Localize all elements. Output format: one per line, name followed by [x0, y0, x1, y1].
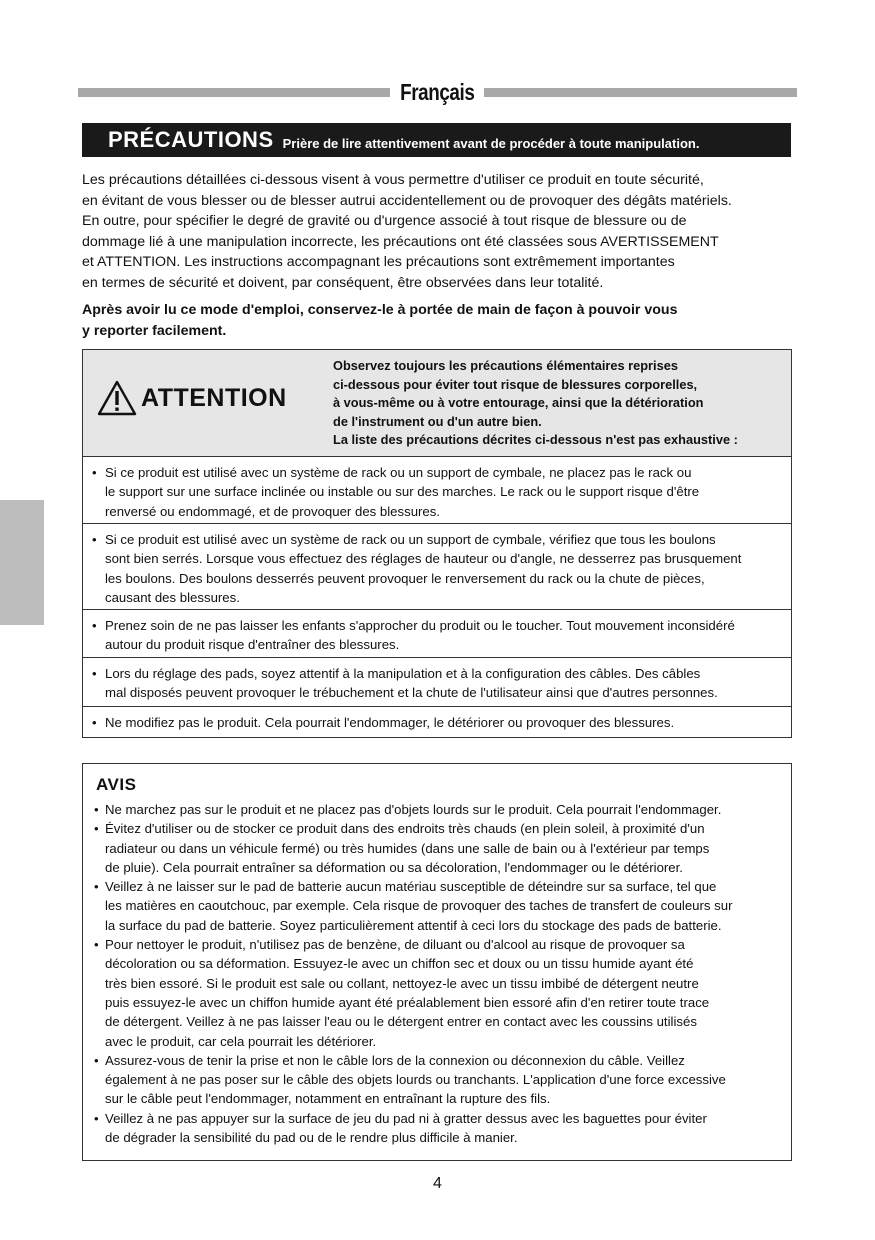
header-rule-right	[484, 88, 797, 97]
page-number: 4	[433, 1175, 442, 1192]
attention-item	[83, 457, 791, 524]
text-line: causant des blessures.	[105, 589, 240, 605]
attention-title-group	[97, 380, 287, 416]
bullet: •	[94, 802, 99, 817]
text-line: Évitez d'utiliser ou de stocker ce produit dans des endroits très chauds (en plein soleil, à proximité d'un	[105, 821, 705, 837]
text-line: Ne modifiez pas le produit. Cela pourrait l'endommager, le détériorer ou provoquer des blessures.	[105, 715, 675, 730]
intro-paragraph	[82, 170, 794, 293]
precautions-subtitle: Prière de lire attentivement avant de procéder à toute manipulation.	[282, 135, 700, 151]
attention-item	[83, 658, 791, 707]
text-line: et ATTENTION. Les instructions accompagnant les précautions sont extrêmement importantes	[82, 254, 675, 270]
text-line: de détergent. Veillez à ne pas laisser l'eau ou le détergent entrer en contact avec les coussins utilisés	[105, 1014, 697, 1030]
attention-item	[83, 610, 791, 658]
bullet: •	[92, 465, 97, 480]
text-line: en termes de sécurité et doivent, par conséquent, être observées dans leur totalité.	[82, 274, 604, 291]
avis-item	[96, 1109, 783, 1148]
text-line: ci-dessous pour éviter tout risque de blessures corporelles,	[333, 376, 698, 392]
text-line: Si ce produit est utilisé avec un système de rack ou un support de cymbale, ne placez pas le rack ou	[105, 465, 692, 480]
text-line: Après avoir lu ce mode d'emploi, conservez-le à portée de main de façon à pouvoir vous	[82, 302, 678, 318]
text-line: les boulons. Des boulons desserrés peuvent provoquer le renversement du rack ou la chute de pièces,	[105, 570, 705, 586]
text-line: puis essuyez-le avec un chiffon humide ayant été préalablement bien essoré afin d'en retirer toute trace	[105, 994, 710, 1010]
text-line: à vous-même ou à votre entourage, ainsi que la détérioration	[333, 395, 704, 410]
text-line: Observez toujours les précautions élémentaires reprises	[333, 358, 678, 373]
avis-item	[96, 1051, 783, 1109]
bullet: •	[94, 1110, 99, 1126]
attention-header	[83, 350, 791, 457]
text-line: Lors du réglage des pads, soyez attentif à la manipulation et à la configuration des câbles. Des câbles	[105, 666, 701, 681]
text-line: Veillez à ne laisser sur le pad de batterie aucun matériau susceptible de déteindre sur sa surface, tel que	[105, 879, 717, 895]
text-line: sont bien serrés. Lorsque vous effectuez des réglages de hauteur ou d'angle, ne desserrez pas brusquement	[105, 551, 742, 567]
text-line: Assurez-vous de tenir la prise et non le câble lors de la connexion ou déconnexion du câble. Veillez	[105, 1052, 685, 1068]
language-header	[78, 78, 797, 106]
avis-box	[82, 763, 792, 1161]
attention-intro	[333, 357, 789, 450]
text-line: Prenez soin de ne pas laisser les enfants s'approcher du produit ou le toucher. Tout mouvement inconsidéré	[105, 618, 735, 633]
text-line: les matières en caoutchouc, par exemple. Cela risque de provoquer des taches de transfert de couleurs sur	[105, 898, 733, 914]
attention-box	[82, 349, 792, 738]
bullet: •	[92, 715, 97, 730]
precautions-banner	[82, 123, 791, 157]
bullet: •	[92, 618, 97, 633]
bullet: •	[94, 879, 99, 895]
text-line: décoloration ou sa déformation. Essuyez-le avec un chiffon sec et doux ou un tissu humide ayant été	[105, 956, 694, 972]
warning-triangle-icon	[97, 380, 137, 416]
text-line: renversé ou endommagé, et de provoquer des blessures.	[105, 503, 441, 519]
text-line: Les précautions détaillées ci-dessous visent à vous permettre d'utiliser ce produit en toute sécurité,	[82, 172, 704, 188]
bullet: •	[94, 937, 99, 953]
text-line: Ne marchez pas sur le produit et ne placez pas d'objets lourds sur le produit. Cela pourrait l'endommager.	[105, 802, 722, 817]
text-line: de pluie). Cela pourrait entraîner sa déformation ou sa décoloration, l'endommager ou le détériorer.	[105, 859, 683, 875]
precautions-title: PRÉCAUTIONS	[108, 127, 274, 152]
text-line: en évitant de vous blesser ou de blesser autrui accidentellement ou de provoquer des dégâts matériels.	[82, 192, 732, 209]
header-rule-left	[78, 88, 390, 97]
text-line: le support sur une surface inclinée ou instable ou sur des marches. Le rack ou le support risque d'être	[105, 484, 700, 500]
text-line: avec le produit, car cela pourrait les détériorer.	[105, 1033, 377, 1049]
attention-item	[83, 707, 791, 737]
text-line: dommage lié à une manipulation incorrecte, les précautions ont été classées sous AVERTISSEMENT	[82, 233, 719, 250]
bullet: •	[94, 1052, 99, 1068]
text-line: Pour nettoyer le produit, n'utilisez pas de benzène, de diluant ou d'alcool au risque de provoquer sa	[105, 937, 685, 953]
avis-item	[96, 800, 783, 819]
text-line: mal disposés peuvent provoquer le trébuchement et la chute de l'utilisateur ainsi que d'autres personnes.	[105, 685, 718, 701]
text-line: Veillez à ne pas appuyer sur la surface de jeu du pad ni à gratter dessus avec les baguettes pour éviter	[105, 1110, 707, 1126]
text-line: Si ce produit est utilisé avec un système de rack ou un support de cymbale, vérifiez que tous les boulons	[105, 532, 716, 547]
attention-item	[83, 524, 791, 610]
text-line: La liste des précautions décrites ci-dessous n'est pas exhaustive :	[333, 432, 738, 447]
side-language-tab	[0, 500, 44, 625]
bullet: •	[92, 532, 97, 547]
text-line: également à ne pas poser sur le câble des objets lourds ou tranchants. L'application d'une force excessive	[105, 1072, 726, 1088]
text-line: de dégrader la sensibilité du pad ou de le rendre plus difficile à manier.	[105, 1130, 518, 1146]
text-line: de l'instrument ou d'un autre bien.	[333, 413, 542, 429]
keep-manual-note	[82, 300, 794, 341]
bullet: •	[94, 821, 99, 837]
avis-items	[96, 800, 783, 1147]
avis-title: AVIS	[96, 775, 137, 794]
attention-title: ATTENTION	[141, 383, 287, 412]
avis-item	[96, 877, 783, 935]
bullet: •	[92, 666, 97, 681]
text-line: y reporter facilement.	[82, 322, 227, 339]
text-line: sur le câble peut l'endommager, notamment en entraînant la rupture des fils.	[105, 1091, 551, 1107]
attention-items	[83, 457, 791, 737]
text-line: très bien essoré. Si le produit est sale ou collant, nettoyez-le avec un tissu imbibé de détergent neutre	[105, 975, 699, 991]
text-line: la surface du pad de batterie. Soyez particulièrement attentif à ceci lors du stockage des pads de batterie.	[105, 917, 722, 933]
avis-item	[96, 819, 783, 877]
language-title: Français	[400, 79, 475, 105]
text-line: radiateur ou dans un véhicule fermé) ou très humides (dans une salle de bain ou à l'extérieur par temps	[105, 840, 710, 856]
avis-item	[96, 935, 783, 1051]
text-line: autour du produit risque d'entraîner des blessures.	[105, 637, 400, 653]
text-line: En outre, pour spécifier le degré de gravité ou d'urgence associé à tout risque de blessure ou de	[82, 213, 687, 229]
